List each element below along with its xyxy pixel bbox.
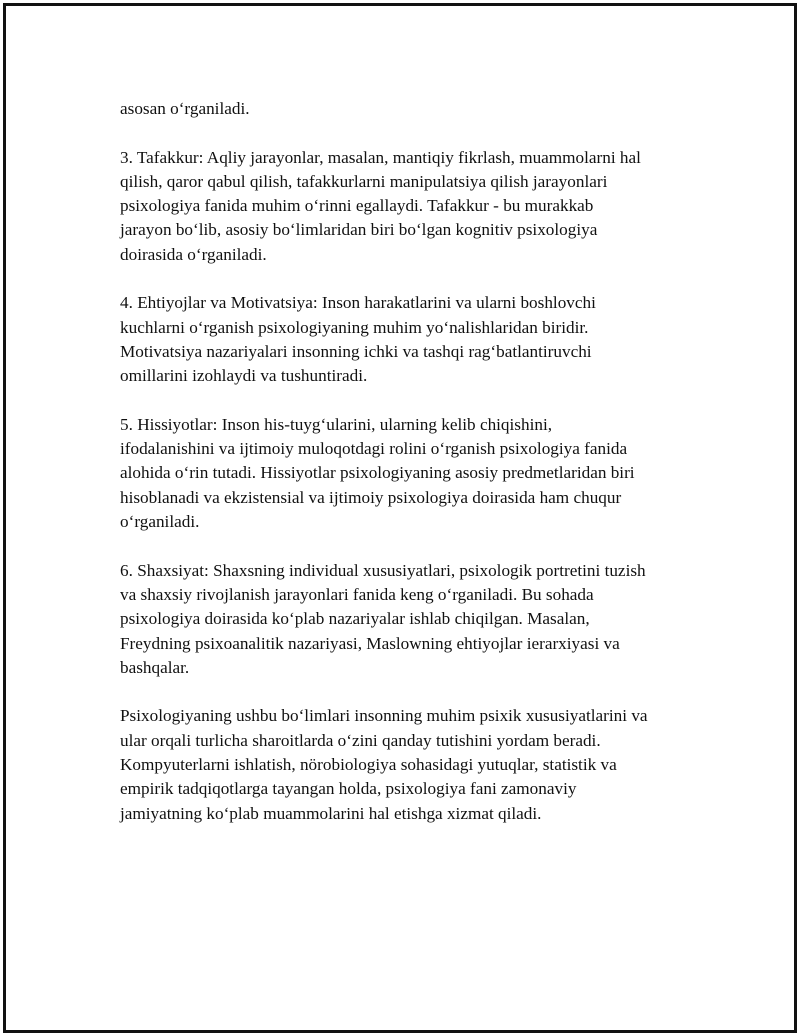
text-line: jamiyatning ko‘plab muammolarini hal etishga xizmat qiladi. (120, 803, 542, 823)
text-line: psixologiya fanida muhim o‘rinni egallaydi. Tafakkur - bu murakkab (120, 196, 594, 216)
text-line: va shaxsiy rivojlanish jarayonlari fanida keng o‘rganiladi. Bu sohada (120, 584, 594, 604)
paragraph-shaxsiyat (120, 559, 695, 680)
text-line: psixologiya doirasida ko‘plab nazariyalar ishlab chiqilgan. Masalan, (120, 609, 590, 629)
text-line: omillarini izohlaydi va tushuntiradi. (120, 366, 368, 386)
text-line: 5. Hissiyotlar: Inson his-tuyg‘ularini, ularning kelib chiqishini, (120, 414, 553, 434)
text-line: Kompyuterlarni ishlatish, nörobiologiya sohasidagi yutuqlar, statistik va (120, 755, 617, 775)
text-line: 6. Shaxsiyat: Shaxsning individual xususiyatlari, psixologik portretini tuzish (120, 560, 646, 580)
text-line: jarayon bo‘lib, asosiy bo‘limlaridan biri bo‘lgan kognitiv psixologiya (120, 220, 598, 240)
text-line: Motivatsiya nazariyalari insonning ichki va tashqi rag‘batlantiruvchi (120, 341, 592, 361)
paragraph-motivatsiya (120, 291, 695, 388)
text-line: qilish, qaror qabul qilish, tafakkurlarni manipulatsiya qilish jarayonlari (120, 171, 608, 191)
text-line: Psixologiyaning ushbu bo‘limlari insonning muhim psixik xususiyatlarini va (120, 706, 648, 726)
text-line: o‘rganiladi. (120, 512, 200, 532)
text-line: doirasida o‘rganiladi. (120, 244, 267, 264)
text-line: 3. Tafakkur: Aqliy jarayonlar, masalan, mantiqiy fikrlash, muammolarni hal (120, 147, 641, 167)
text-line: bashqalar. (120, 657, 190, 677)
text-line: ular orqali turlicha sharoitlarda o‘zini qanday tutishini yordam beradi. (120, 730, 601, 750)
text-line: kuchlarni o‘rganish psixologiyaning muhim yo‘nalishlaridan biridir. (120, 317, 589, 337)
text-line: hisoblanadi va ekzistensial va ijtimoiy psixologiya doirasida ham chuqur (120, 487, 622, 507)
paragraph-tafakkur (120, 146, 695, 267)
paragraph-hissiyotlar (120, 413, 695, 534)
paragraph-continuation (120, 97, 695, 121)
text-line: alohida o‘rin tutadi. Hissiyotlar psixologiyaning asosiy predmetlaridan biri (120, 463, 635, 483)
text-line: 4. Ehtiyojlar va Motivatsiya: Inson harakatlarini va ularni boshlovchi (120, 293, 596, 313)
text-line: empirik tadqiqotlarga tayangan holda, psixologiya fani zamonaviy (120, 779, 577, 799)
text-line: asosan o‘rganiladi. (120, 99, 250, 118)
document-body (120, 97, 695, 850)
page-frame (3, 3, 797, 1033)
text-line: ifodalanishini va ijtimoiy muloqotdagi rolini o‘rganish psixologiya fanida (120, 439, 628, 459)
text-line: Freydning psixoanalitik nazariyasi, Maslowning ehtiyojlar ierarxiyasi va (120, 633, 620, 653)
paragraph-conclusion (120, 704, 695, 825)
